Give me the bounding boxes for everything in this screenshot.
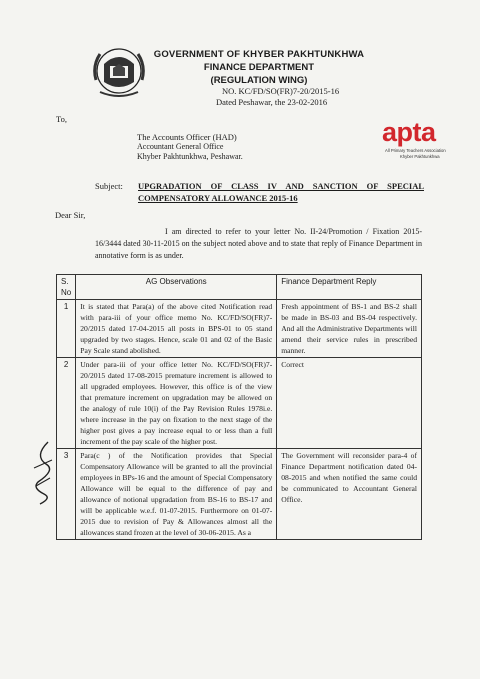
table-row — [57, 358, 422, 449]
row-sno: 3 — [57, 449, 76, 540]
row-finance-reply: Correct — [277, 358, 422, 449]
row-ag-observation: It is stated that Para(a) of the above cited Notification read with para-iii of your office memo No. KC/FD/SO(FR)7-20/2015 dated 17-04-2015 all posts in BPS-01 to 05 stand upgraded by two stages. Hence, scale 01 and 02 of the Basic Pay Scale stand abolished. — [76, 300, 277, 358]
column-header-ag-observations: AG Observations — [76, 275, 277, 300]
addressee-block — [137, 132, 243, 162]
addressee-line-2: Accountant General Office — [137, 142, 224, 151]
table-row — [57, 449, 422, 540]
department-title: FINANCE DEPARTMENT — [203, 62, 315, 73]
government-emblem-logo — [84, 36, 154, 106]
row-sno: 2 — [57, 358, 76, 449]
addressee-line-1: The Accounts Officer (HAD) — [137, 132, 237, 142]
row-finance-reply: Fresh appointment of BS-1 and BS-2 shall be made in BS-03 and BS-04 respectively. And all the Administrative Departments will amend their service rules in prescribed manner. — [277, 300, 422, 358]
apta-logo-subtitle: All Primary Teachers Association — [385, 148, 446, 153]
apta-logo-region: Khyber Pakhtunkhwa — [400, 154, 440, 159]
column-header-sno: S. No — [57, 275, 76, 300]
salutation: Dear Sir, — [55, 210, 86, 220]
column-header-finance-reply: Finance Department Reply — [277, 275, 422, 300]
subject-text: UPGRADATION OF CLASS IV AND SANCTION OF SPECIAL COMPENSATORY ALLOWANCE 2015-16 — [138, 181, 424, 203]
body-paragraph: I am directed to refer to your letter No. II-24/Promotion / Fixation 2015-16/3444 dated 30-11-2015 on the subject noted above and to state that reply of Finance Department in annotative form is as under. — [95, 227, 422, 260]
government-title: GOVERNMENT OF KHYBER PAKHTUNKHWA — [153, 49, 365, 60]
apta-logo-word: apta — [382, 117, 436, 147]
wing-title: (REGULATION WING) — [210, 75, 308, 86]
row-sno: 1 — [57, 300, 76, 358]
table-header-row — [57, 275, 422, 300]
row-ag-observation: Under para-iii of your office letter No. KC/FD/SO(FR)7-20/2015 dated 17-08-2015 premature increment is allowed to all upgraded employees. However, this office is of the view that premature increment on upgradation may be allowed on the analogy of rule 10(i) of the Pay Revision Rules 1978i.e. where increase in the pay on fixation to the next stage of the higher post gives a pay increase equal to or less than a full increment of the pay scale of the higher post. — [76, 358, 277, 449]
table-row — [57, 300, 422, 358]
letterhead — [150, 49, 368, 86]
subject-label: Subject: — [95, 181, 123, 191]
annotation-table — [56, 274, 422, 540]
date-line: Dated Peshawar, the 23-02-2016 — [216, 97, 328, 107]
addressee-line-3: Khyber Pakhtunkhwa, Peshawar. — [137, 152, 243, 161]
apta-logo — [382, 119, 478, 165]
to-label: To, — [56, 114, 67, 124]
row-ag-observation: Para(c ) of the Notification provides that Special Compensatory Allowance will be granted to all the provincial employees in BPs-16 and the amount of Special Compensatory Allowance will be equal to the difference of pay and allowance of notional upgradation from BS-16 to BS-17 and will be applicable w.e.f. 01-07-2015. Furthermore on 01-07-2015 due to revision of Pay & Allowances almost all the allowances stand frozen at the level of 30-06-2015. As a — [76, 449, 277, 540]
handwritten-initials — [28, 438, 58, 508]
row-finance-reply: The Government will reconsider para-4 of Finance Department notification dated 04-08-2015 and when notified the same could be communicated to Accountant General Office. — [277, 449, 422, 540]
reference-number: NO. KC/FD/SO(FR)7-20/2015-16 — [222, 86, 340, 96]
